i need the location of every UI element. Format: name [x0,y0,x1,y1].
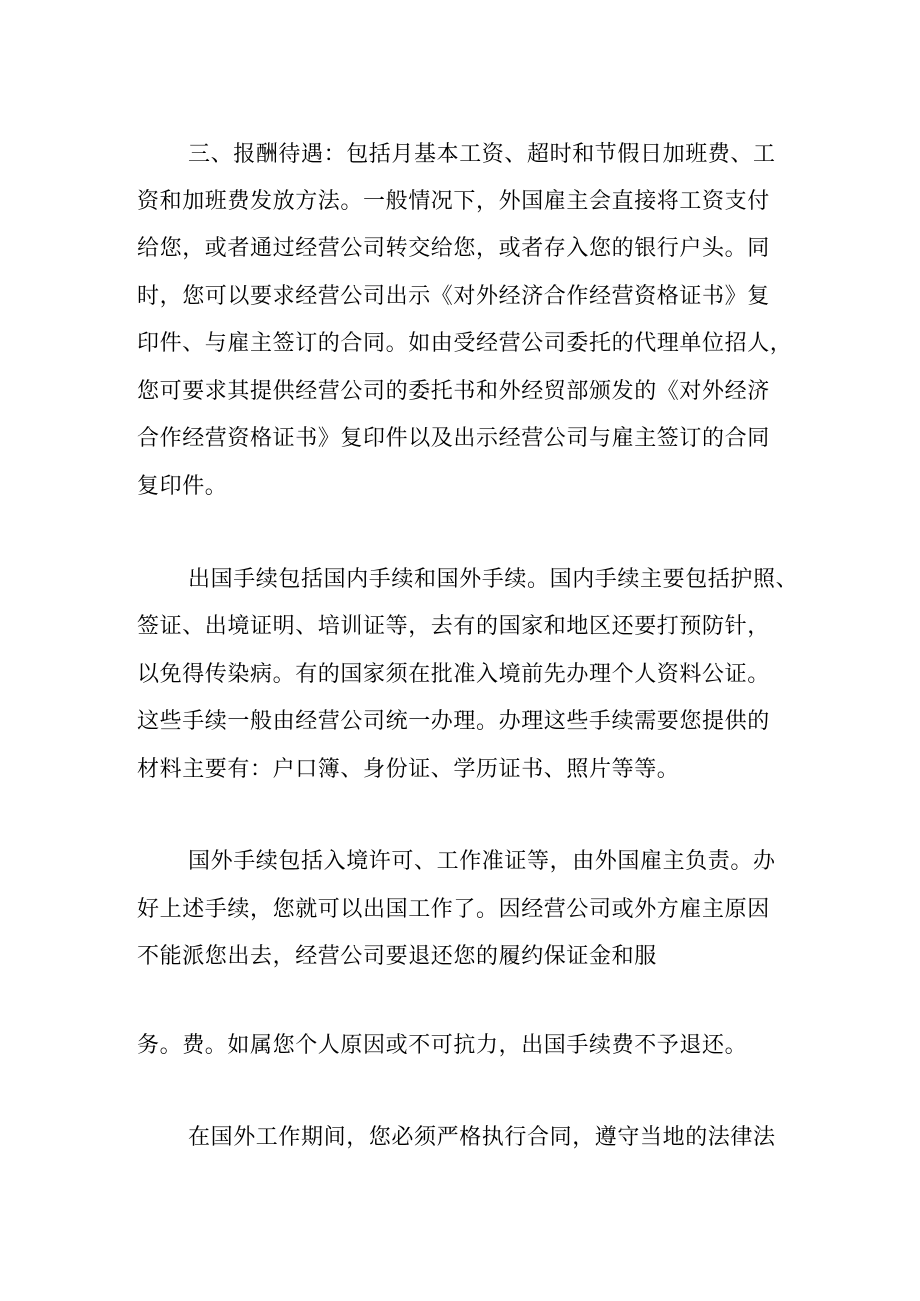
text-line: 不能派您出去，经营公司要退还您的履约保证金和服 [137,944,657,969]
text-line: 出国手续包括国内手续和国外手续。国内手续主要包括护照、 [188,567,799,592]
text-line: 材料主要有：户口簿、身份证、学历证书、照片等等。 [137,757,680,782]
text-line: 您可要求其提供经营公司的委托书和外经贸部颁发的《对外经济 [137,379,770,404]
text-line: 印件、与雇主签订的合同。如由受经营公司委托的代理单位招人， [137,331,793,356]
text-line: 三、报酬待遇：包括月基本工资、超时和节假日加班费、工 [188,142,776,167]
text-line: 合作经营资格证书》复印件以及出示经营公司与雇主签订的合同 [137,426,770,451]
text-line: 签证、出境证明、培训证等，去有的国家和地区还要打预防针， [137,614,770,639]
text-line: 好上述手续，您就可以出国工作了。因经营公司或外方雇主原因 [137,897,770,922]
text-line: 国外手续包括入境许可、工作准证等，由外国雇主负责。办 [188,849,776,874]
text-line: 时，您可以要求经营公司出示《对外经济合作经营资格证书》复 [137,284,770,309]
text-line: 资和加班费发放方法。一般情况下，外国雇主会直接将工资支付 [137,189,770,214]
text-line: 以免得传染病。有的国家须在批准入境前先办理个人资料公证。 [137,662,770,687]
text-line: 复印件。 [137,474,228,499]
text-line: 务。费。如属您个人原因或不可抗力，出国手续费不予退还。 [137,1033,748,1058]
text-line: 这些手续一般由经营公司统一办理。办理这些手续需要您提供的 [137,709,770,734]
text-line: 给您，或者通过经营公司转交给您，或者存入您的银行户头。同 [137,236,770,261]
text-line: 在国外工作期间，您必须严格执行合同，遵守当地的法律法 [188,1125,776,1150]
